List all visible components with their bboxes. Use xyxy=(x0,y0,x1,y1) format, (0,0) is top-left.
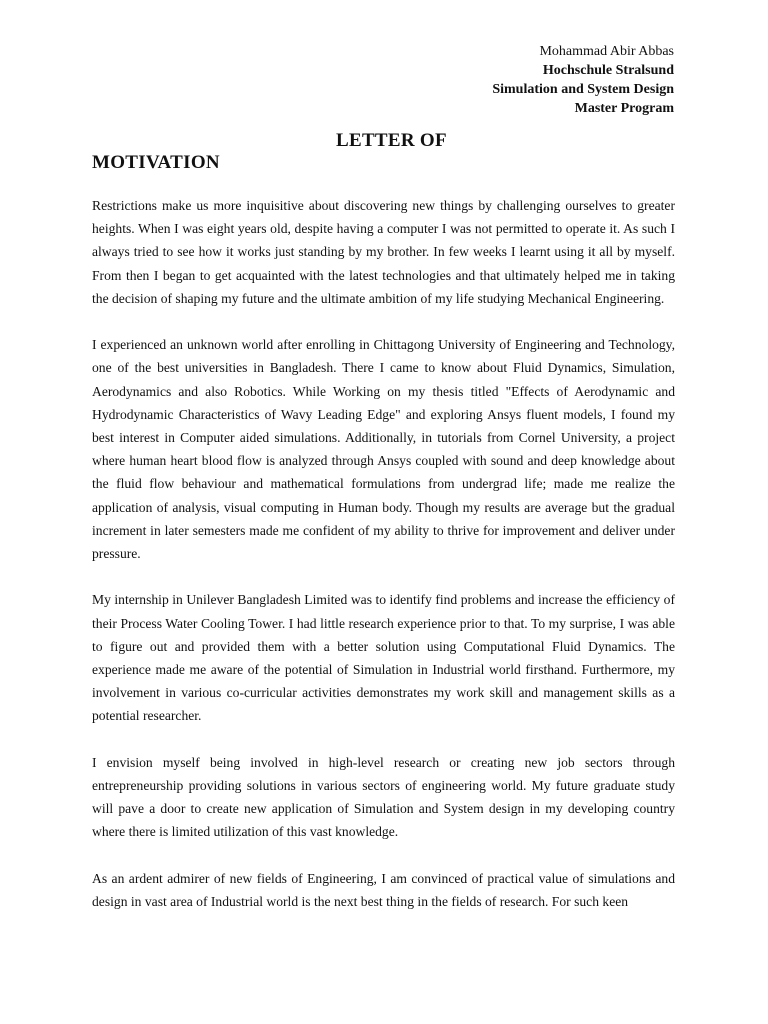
paragraph-4: I envision myself being involved in high-level research or creating new job sectors through entrepreneurship providing solutions in various sectors of engineering world. My future graduate study will pave a door to create new application of Simulation and System design in my developing country where there is limited utilization of this vast knowledge. xyxy=(92,754,675,840)
paragraph-2: I experienced an unknown world after enrolling in Chittagong University of Engineering and Technology, one of the best universities in Bangladesh. There I came to know about Fluid Dynamics, Simulation, Aerodynamics and also Robotics. While Working on my thesis titled "Effects of Aerodynamic and Hydrodynamic Characteristics of Wavy Leading Edge" and exploring Ansys fluent models, I found my best interest in Computer aided simulations. Additionally, in tutorials from Cornel University, a project where human heart blood flow is analyzed through Ansys coupled with sound and deep knowledge about the fluid flow behaviour and mathematical formulations from undergrad life; made me realize the application of analysis, visual computing in Human body. Though my results are average but the gradual increment in later semesters made me confident of my ability to thrive for improvement and deliver under pressure. xyxy=(92,337,675,562)
paragraph-1: Restrictions make us more inquisitive about discovering new things by challenging ourselves to greater heights. When I was eight years old, despite having a computer I was not permitted to operate it. As such I always tried to see how it works just standing by my brother. In few weeks I learnt using it all by myself. From then I began to get acquainted with the latest technologies and that ultimately helped me in taking the decision of shaping my future and the ultimate ambition of my life studying Mechanical Engineering. xyxy=(92,198,675,306)
paragraph-5: As an ardent admirer of new fields of Engineering, I am convinced of practical value of simulations and design in vast area of Industrial world is the next best thing in the fields of research. For such keen xyxy=(92,870,675,910)
letter-title-line2: MOTIVATION xyxy=(92,152,220,173)
paragraph-3: My internship in Unilever Bangladesh Limited was to identify find problems and increase the efficiency of their Process Water Cooling Tower. I had little research experience prior to that. To my surprise, I was able to figure out and provided them with a better solution using Computational Fluid Dynamics. The experience made me aware of the potential of Simulation in Industrial world firsthand. Furthermore, my involvement in various co-curricular activities demonstrates my work skill and management skills as a potential researcher. xyxy=(92,592,675,724)
sender-degree: Master Program xyxy=(574,101,674,116)
sender-block xyxy=(492,42,674,118)
sender-institution: Hochschule Stralsund xyxy=(542,63,674,78)
sender-name: Mohammad Abir Abbas xyxy=(539,44,674,59)
letter-title-line1: LETTER OF xyxy=(336,130,447,151)
letter-body xyxy=(92,194,675,936)
sender-program: Simulation and System Design xyxy=(492,82,674,97)
